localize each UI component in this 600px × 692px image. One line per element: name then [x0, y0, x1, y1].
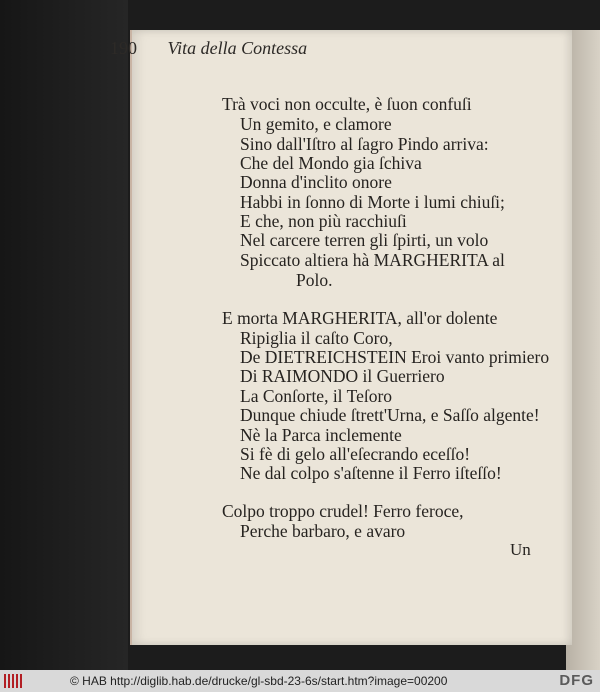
verse-line: Trà voci non occulte, è ſuon confuſi: [222, 94, 472, 114]
running-title: Vita della Contessa: [167, 38, 308, 58]
verse-line: Si fè di gelo all'eſecrando eceſſo!: [240, 444, 471, 464]
verse-line: Perche barbaro, e avaro: [240, 521, 406, 541]
verse-line: Polo.: [296, 270, 333, 290]
book-cover-edge: [0, 0, 128, 670]
copyright-link[interactable]: © HAB http://diglib.hab.de/drucke/gl-sbd-23-6s/start.htm?image=00200: [70, 674, 448, 688]
page-number: 190: [110, 38, 137, 58]
hab-logo-icon: [4, 674, 24, 688]
verse-line: Ripiglia il caſto Coro,: [240, 328, 393, 348]
verse-line: Un gemito, e clamore: [240, 114, 392, 134]
verse-line: Che del Mondo gia ſchiva: [240, 153, 422, 173]
dfg-logo: DFG: [559, 672, 594, 689]
verse-line: Donna d'inclito onore: [240, 172, 392, 192]
footer-bar: [0, 670, 600, 692]
verse-line: Ne dal colpo s'aſtenne il Ferro iſteſſo!: [240, 463, 502, 483]
verse-line: Habbi in ſonno di Morte i lumi chiuſi;: [240, 192, 505, 212]
verse-line: Nè la Parca inclemente: [240, 425, 402, 445]
catchword: Un: [510, 540, 531, 559]
verse-line: Dunque chiude ſtrett'Urna, e Saſſo algente!: [240, 405, 540, 425]
verse-line: De DIETREICHSTEIN Eroi vanto primiero: [240, 347, 550, 367]
verse-line: Spiccato altiera hà MARGHERITA al: [240, 250, 505, 270]
verse-line: Nel carcere terren gli ſpirti, un volo: [240, 230, 489, 250]
page-header: [110, 38, 307, 60]
verse-line: Di RAIMONDO il Guerriero: [240, 366, 445, 386]
verse-line: La Conſorte, il Teſoro: [240, 386, 393, 406]
verse-line: E morta MARGHERITA, all'or dolente: [222, 308, 498, 328]
verse-line: Colpo troppo crudel! Ferro feroce,: [222, 501, 464, 521]
verse-line: E che, non più racchiuſi: [240, 211, 407, 231]
verse-line: Sino dall'Iſtro al ſagro Pindo arriva:: [240, 134, 489, 154]
